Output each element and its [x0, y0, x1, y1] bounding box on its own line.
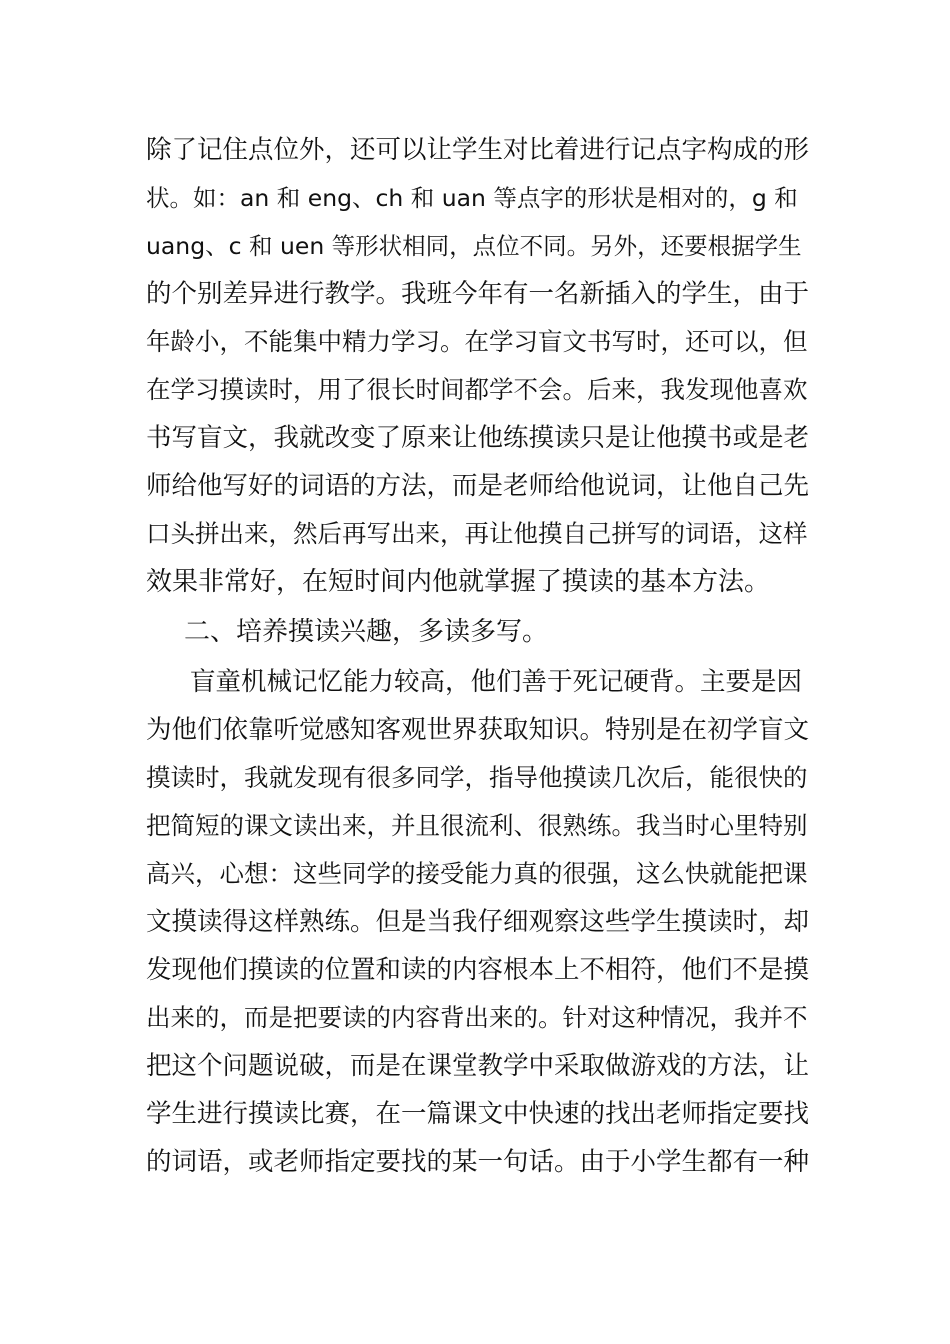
text-line: 出来的，而是把要读的内容背出来的。针对这种情况，我并不: [146, 1003, 808, 1032]
text-line: 把简短的课文读出来，并且很流利、很熟练。我当时心里特别: [146, 811, 808, 840]
text-line: 发现他们摸读的位置和读的内容根本上不相符，他们不是摸: [146, 955, 810, 985]
text-line: 盲童机械记忆能力较高，他们善于死记硬背。主要是因: [190, 667, 803, 697]
text-line: 除了记住点位外，还可以让学生对比着进行记点字构成的形: [146, 135, 810, 165]
text-line: 把这个问题说破，而是在课堂教学中采取做游戏的方法，让: [146, 1051, 810, 1081]
text-line: 的词语，或老师指定要找的某一句话。由于小学生都有一种: [146, 1147, 810, 1177]
text-line: 学生进行摸读比赛，在一篇课文中快速的找出老师指定要找: [146, 1099, 810, 1129]
text-line: 口头拼出来，然后再写出来，再让他摸自己拼写的词语，这样: [146, 519, 808, 548]
text-line: 摸读时，我就发现有很多同学，指导他摸读几次后，能很快的: [146, 763, 808, 792]
text-line: 在学习摸读时，用了很长时间都学不会。后来，我发现他喜欢: [146, 375, 808, 404]
text-line: 文摸读得这样熟练。但是当我仔细观察这些学生摸读时，却: [146, 907, 810, 937]
text-line: 效果非常好，在短时间内他就掌握了摸读的基本方法。: [146, 567, 771, 597]
text-line: 年龄小，不能集中精力学习。在学习盲文书写时，还可以，但: [146, 327, 808, 356]
text-line: 状。如：an 和 eng、ch 和 uan 等点字的形状是相对的，g 和: [146, 184, 798, 212]
text-line: 高兴，心想：这些同学的接受能力真的很强，这么快就能把课: [146, 859, 808, 888]
text-line: 书写盲文，我就改变了原来让他练摸读只是让他摸书或是老: [146, 423, 810, 453]
text-line: 师给他写好的词语的方法，而是老师给他说词，让他自己先: [146, 471, 810, 501]
text-line: 的个别差异进行教学。我班今年有一名新插入的学生，由于: [146, 279, 810, 309]
section-heading: 二、培养摸读兴趣，多读多写。: [184, 617, 549, 647]
text-line: uang、c 和 uen 等形状相同，点位不同。另外，还要根据学生: [146, 232, 802, 260]
text-line: 为他们依靠听觉感知客观世界获取知识。特别是在初学盲文: [146, 715, 810, 745]
